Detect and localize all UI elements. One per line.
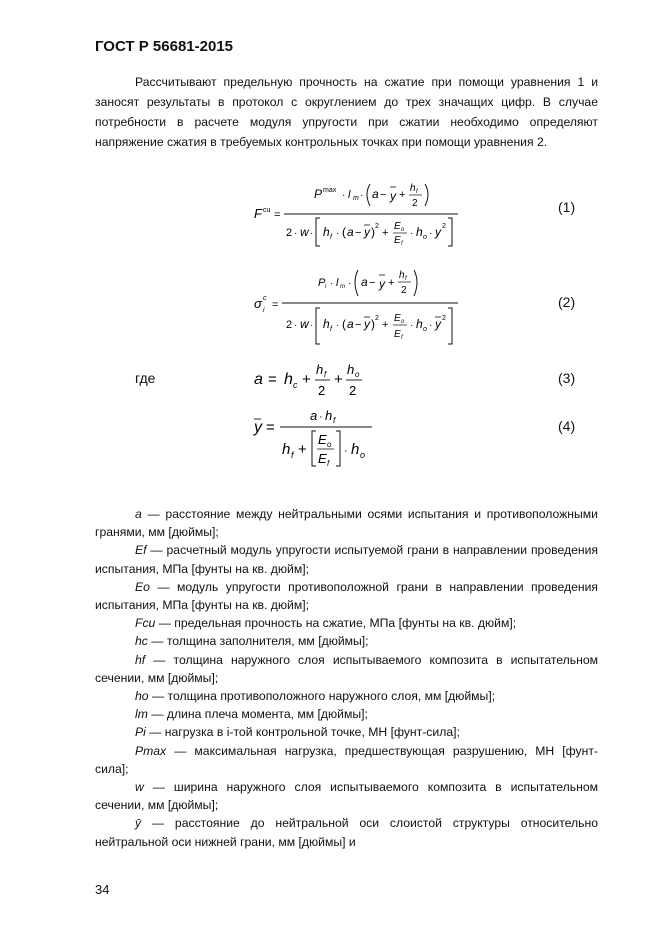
svg-text:·: · [294, 320, 298, 331]
svg-text:+: + [298, 441, 307, 458]
svg-text:c: c [293, 380, 298, 390]
svg-text:cu: cu [263, 207, 271, 214]
svg-text:·: · [410, 320, 414, 331]
svg-text:2: 2 [349, 383, 357, 398]
svg-text:f: f [330, 234, 332, 241]
svg-text:h: h [416, 225, 423, 239]
svg-text:2: 2 [318, 383, 326, 398]
svg-text:o: o [423, 326, 427, 333]
svg-text:E: E [318, 432, 327, 447]
svg-text:o: o [360, 450, 366, 460]
page-number: 34 [95, 882, 110, 897]
svg-text:h: h [416, 317, 423, 331]
svg-text:h: h [323, 225, 330, 239]
svg-text:o: o [401, 227, 405, 233]
svg-text:h: h [410, 183, 416, 194]
svg-text:a: a [310, 408, 318, 423]
svg-text:2: 2 [375, 223, 379, 230]
svg-text:+: + [382, 319, 389, 331]
svg-text:y: y [435, 317, 441, 331]
svg-text:2: 2 [442, 315, 446, 322]
svg-text:): ) [371, 225, 375, 239]
svg-text:a: a [347, 317, 354, 331]
svg-text:y: y [364, 225, 370, 239]
svg-text:y: y [364, 317, 370, 331]
svg-text:2: 2 [286, 227, 293, 239]
svg-text:): ) [371, 317, 375, 331]
svg-text:2: 2 [442, 223, 446, 230]
svg-text:f: f [324, 370, 327, 379]
svg-text:l: l [336, 277, 339, 289]
svg-text:h: h [351, 441, 360, 458]
svg-text:f: f [405, 276, 407, 282]
svg-text:(: ( [342, 225, 346, 239]
svg-text:2: 2 [401, 285, 407, 296]
svg-text:·: · [410, 228, 414, 239]
svg-text:y: y [379, 277, 385, 291]
intro-paragraph: Рассчитывают предельную прочность на сжатие при помощи уравнения 1 и заносят результаты в протокол с округлением до трех значащих цифр. В случае потребности в расчете модуля упругости при сжатии необходимо определяют напряжение сжатия в требуемых контрольных точках при помощи уравнения 2. [95, 75, 598, 149]
definition-item: Eo — модуль упругости противоположной грани в направлении проведения испытания, МПа [фунты на кв. дюйм]; [95, 579, 598, 613]
svg-text:m: m [340, 284, 345, 290]
svg-text:P: P [314, 187, 323, 201]
svg-text:=: = [272, 299, 279, 311]
svg-text:·: · [336, 228, 340, 239]
svg-text:·: · [310, 320, 314, 331]
svg-text:·: · [348, 278, 352, 289]
definition-item: w — ширина наружного слоя испытываемого композита в испытательном сечении, мм [дюймы]; [95, 780, 598, 813]
svg-text:max: max [323, 187, 337, 194]
equation-3 [230, 356, 430, 402]
definition-item: Fcu — предельная прочность на сжатие, МПа [фунты на кв. дюйм]; [135, 616, 517, 631]
svg-text:y: y [435, 225, 441, 239]
svg-text:E: E [394, 235, 401, 246]
svg-text:(: ( [342, 317, 346, 331]
svg-text:E: E [318, 451, 327, 466]
svg-text:−: − [355, 227, 362, 239]
equation-4 [230, 404, 430, 470]
svg-text:+: + [334, 371, 343, 388]
svg-text:E: E [394, 329, 401, 340]
equation-1 [230, 180, 490, 260]
svg-text:+: + [388, 277, 395, 289]
definition-item: ȳ — расстояние до нейтральной оси слоистой структуры относительно нейтральной оси нижней грани, мм [дюймы] и [95, 816, 598, 849]
svg-text:−: − [369, 277, 376, 289]
svg-text:2: 2 [412, 198, 418, 209]
svg-text:·: · [330, 278, 334, 289]
svg-text:·: · [294, 228, 298, 239]
svg-text:−: − [355, 319, 362, 331]
svg-text:o: o [327, 440, 332, 449]
svg-text:h: h [323, 317, 330, 331]
svg-text:·: · [429, 228, 433, 239]
svg-text:2: 2 [375, 315, 379, 322]
svg-text:+: + [382, 227, 389, 239]
svg-text:w: w [300, 225, 309, 239]
definitions-list [95, 505, 598, 851]
svg-text:y: y [390, 189, 396, 203]
definition-item: Pmax — максимальная нагрузка, предшествующая разрушению, МН [фунт-сила]; [95, 743, 598, 776]
svg-text:·: · [336, 320, 340, 331]
svg-text:m: m [353, 195, 359, 202]
svg-text:o: o [401, 319, 405, 325]
svg-text:h: h [325, 408, 333, 423]
svg-text:o: o [423, 234, 427, 241]
svg-text:−: − [380, 189, 387, 201]
svg-text:·: · [429, 320, 433, 331]
svg-text:l: l [348, 189, 351, 201]
svg-text:h: h [282, 441, 291, 458]
svg-text:a: a [347, 225, 354, 239]
definition-item: ho — толщина противоположного наружного слоя, мм [дюймы]; [135, 689, 496, 704]
equation-1-number: (1) [558, 199, 576, 215]
svg-text:f: f [401, 335, 403, 341]
svg-text:a: a [361, 275, 368, 289]
definition-item: Pi — нагрузка в i-той контрольной точке, МН [фунт-сила]; [135, 725, 460, 740]
svg-text:f: f [330, 326, 332, 333]
svg-text:f: f [416, 189, 418, 195]
svg-text:h: h [399, 270, 405, 281]
svg-text:f: f [401, 241, 403, 247]
definition-item: hf — толщина наружного слоя испытываемого композита в испытательном сечении, мм [дюймы]; [95, 652, 598, 685]
where-label: где [135, 370, 156, 386]
equation-3-number: (3) [558, 370, 576, 386]
svg-text:w: w [300, 317, 309, 331]
svg-text:a: a [254, 371, 263, 388]
svg-text:o: o [355, 370, 360, 379]
svg-text:·: · [360, 190, 364, 201]
svg-text:f: f [327, 459, 330, 468]
svg-text:E: E [394, 221, 401, 232]
definition-item: hc — толщина заполнителя, мм [дюймы]; [135, 634, 369, 649]
svg-text:E: E [394, 313, 401, 324]
svg-text:=: = [274, 209, 281, 221]
svg-text:F: F [254, 206, 262, 221]
svg-text:h: h [284, 371, 293, 388]
svg-text:=: = [266, 419, 275, 436]
svg-text:·: · [310, 228, 314, 239]
definition-item: Ef — расчетный модуль упругости испытуемой грани в направлении проведения испытания, МПа [фунты на кв. дюйм]; [95, 543, 598, 576]
svg-text:i: i [325, 284, 327, 290]
svg-text:P: P [318, 277, 326, 289]
svg-text:f: f [333, 416, 336, 425]
svg-text:i: i [263, 307, 265, 314]
definition-item: a — расстояние между нейтральными осями испытания и противоположными гранями, мм [дюймы]; [95, 507, 598, 540]
svg-text:+: + [302, 371, 311, 388]
svg-text:2: 2 [286, 319, 293, 331]
definition-item: lm — длина плеча момента, мм [дюймы]; [135, 707, 368, 722]
svg-text:σ: σ [254, 296, 262, 311]
svg-text:y: y [254, 419, 262, 436]
svg-text:·: · [319, 411, 323, 423]
svg-text:=: = [268, 371, 277, 388]
svg-text:c: c [263, 295, 267, 302]
svg-text:+: + [399, 189, 406, 201]
svg-text:·: · [342, 190, 346, 201]
svg-text:h: h [347, 362, 355, 377]
equation-2-number: (2) [558, 294, 576, 310]
document-header: ГОСТ Р 56681-2015 [95, 38, 234, 55]
svg-text:f: f [291, 450, 294, 460]
svg-text:h: h [316, 362, 324, 377]
equation-2 [230, 260, 490, 350]
svg-text:a: a [372, 187, 379, 201]
equation-4-number: (4) [558, 418, 576, 434]
svg-text:·: · [344, 445, 348, 457]
